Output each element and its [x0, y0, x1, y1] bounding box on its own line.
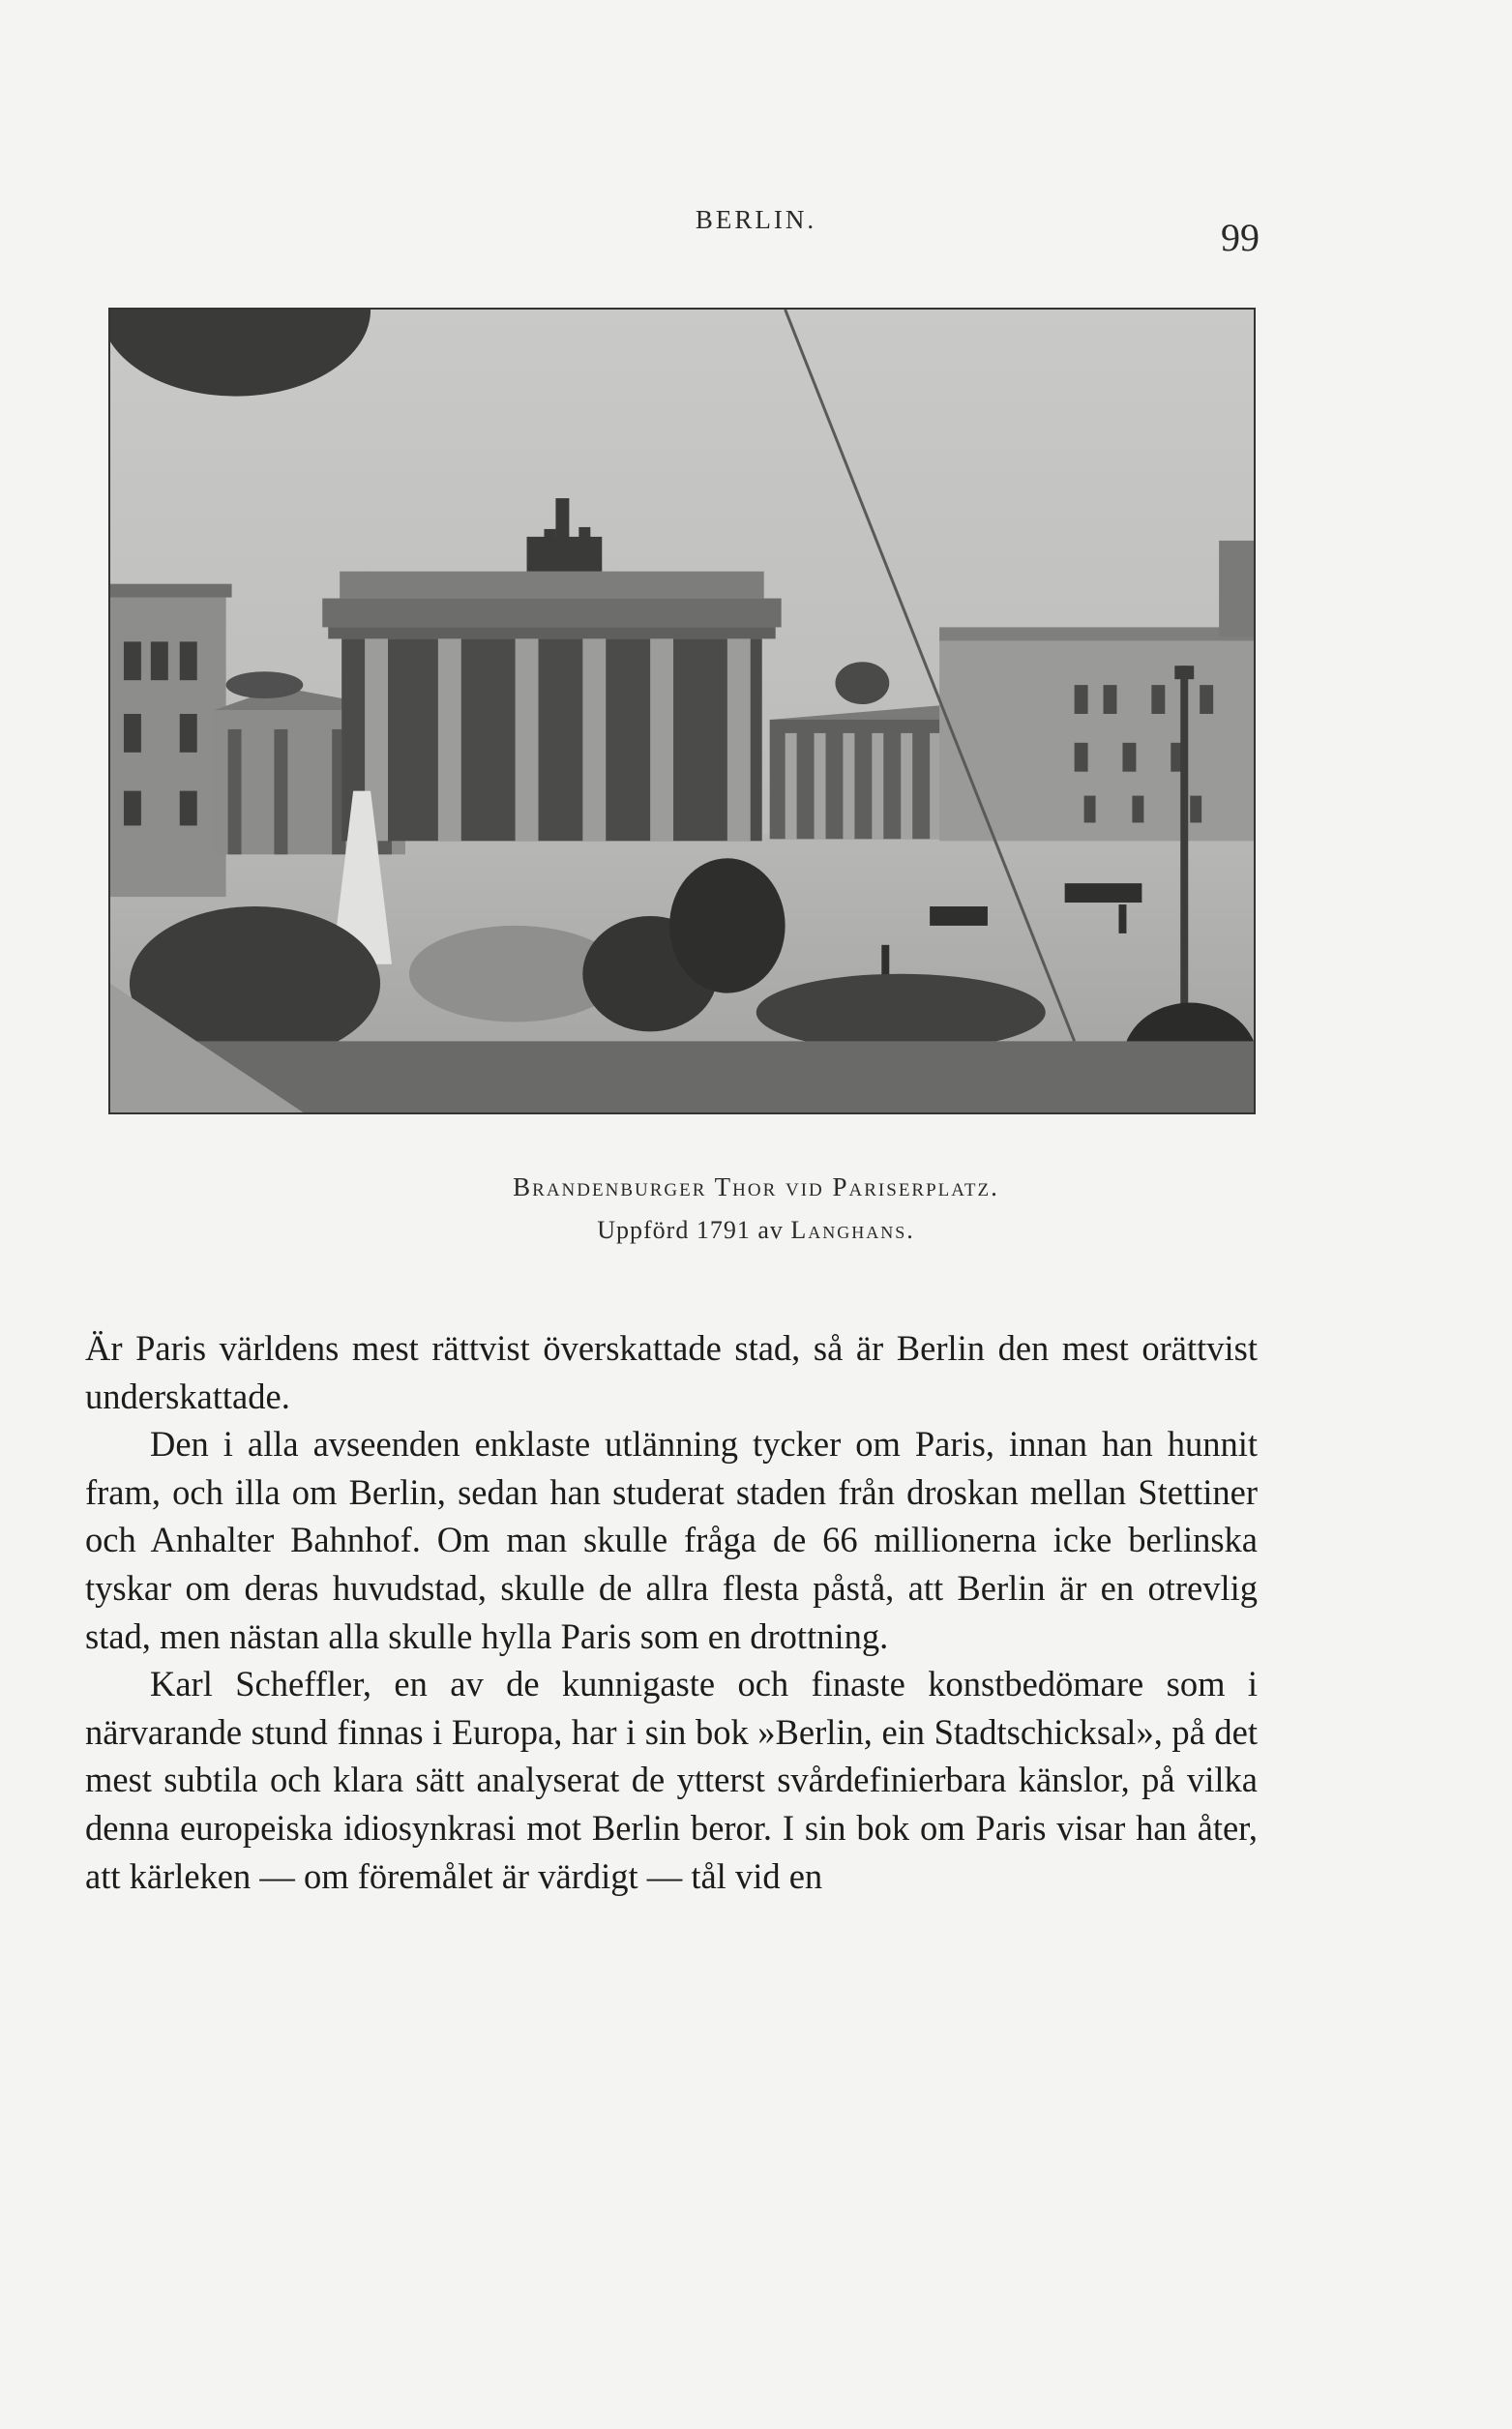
running-head: BERLIN. [695, 205, 817, 234]
figure-caption-subtitle [0, 1216, 1512, 1245]
paragraph: Är Paris världens mest rättvist överskattade stad, så är Berlin den mest orättvist underskattade. [85, 1328, 1258, 1416]
body-text [85, 1324, 1258, 1900]
figure-caption-title: Brandenburger Thor vid Pariserplatz. [513, 1172, 999, 1201]
paragraph: Den i alla avseenden enklaste utlänning tycker om Paris, innan han hunnit fram, och illa om Berlin, sedan han studerat staden från droskan mellan Stettiner och Anhalter Bahnhof. Om man skulle fråga de 66 millionerna icke berlinska tyskar om deras huvudstad, skulle de allra flesta påstå, att Berlin är en otrevlig stad, men nästan alla skulle hylla Paris som en drottning. [85, 1424, 1258, 1656]
caption-architect-name: Langhans. [790, 1216, 915, 1244]
caption-date-text: Uppförd 1791 av [597, 1216, 791, 1244]
brandenburg-gate-photo [108, 308, 1256, 1114]
page-number: 99 [1221, 216, 1260, 259]
paragraph: Karl Scheffler, en av de kunnigaste och finaste konstbedömare som i närvarande stund finnas i Europa, har i sin bok »Berlin, ein Stadtschicksal», på det mest subtila och klara sätt analyserat de ytterst svårdefinierbara känslor, på vilka denna europeiska idiosynkrasi mot Berlin beror. I sin bok om Paris visar han åter, att kärleken — om föremålet är värdigt — tål vid en [85, 1664, 1258, 1896]
